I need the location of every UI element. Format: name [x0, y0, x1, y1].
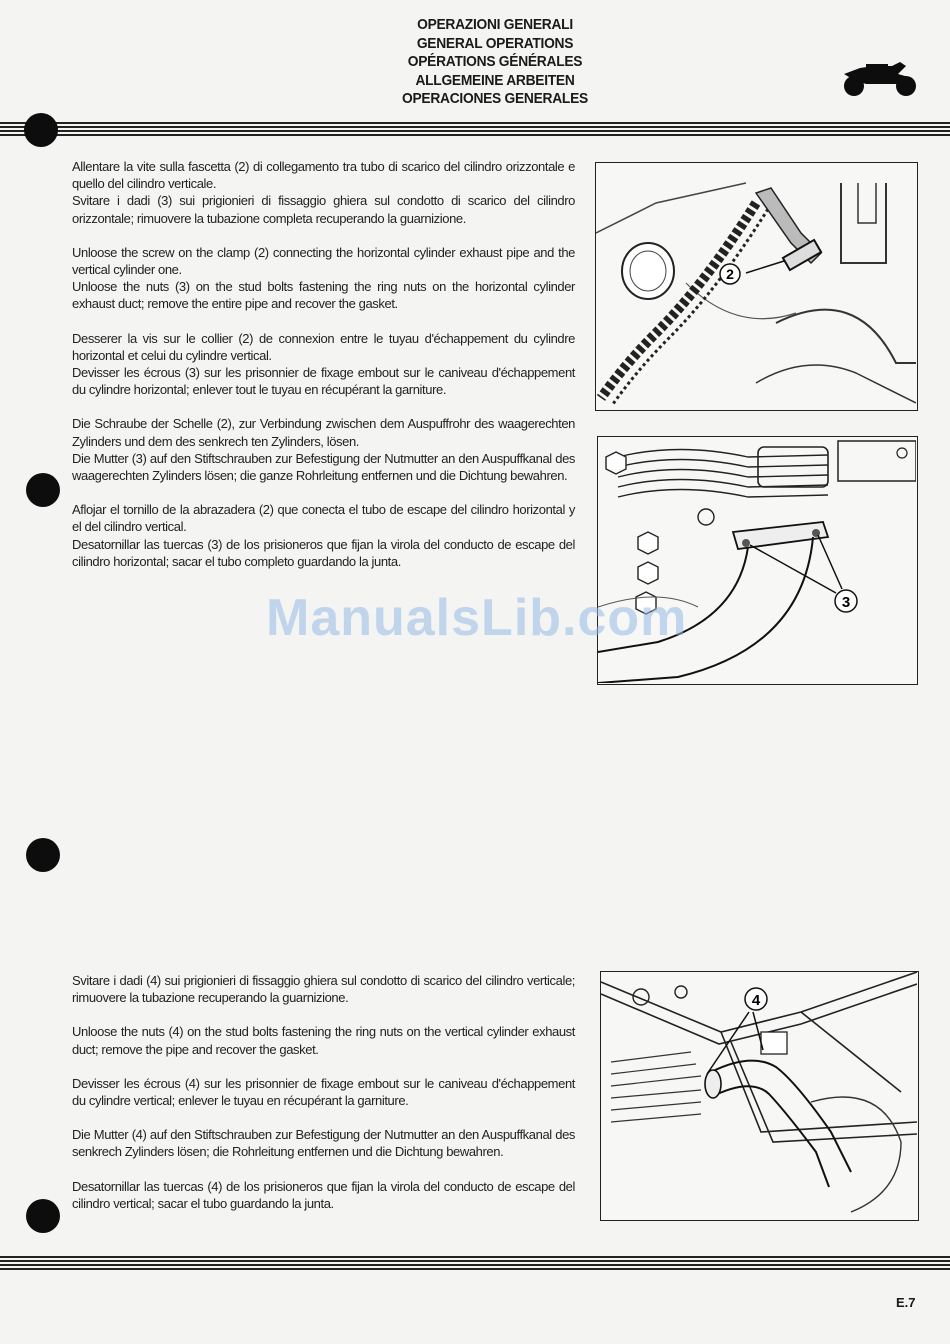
paragraph-en: Unloose the screw on the clamp (2) connecting the horizontal cylinder exhaust pipe and the vertical cylinder one. Unloose the nuts (3) on the stud bolts fastening the ring nuts on the horizontal cylinder exhaust duct; remove the entire pipe and recover the gasket.	[72, 244, 575, 312]
paragraph-fr: Devisser les écrous (4) sur les prisonnier de fixage embout sur le caniveau d'échappement du cylindre vertical; enlever le tuyau en récupérant la garniture.	[72, 1075, 575, 1109]
page-header	[340, 16, 650, 109]
section1-text	[72, 158, 575, 587]
punch-hole	[26, 838, 60, 872]
motorcycle-icon	[840, 60, 920, 100]
bottom-rule	[0, 1256, 950, 1272]
section2-text	[72, 972, 575, 1229]
paragraph-en: Unloose the nuts (4) on the stud bolts fastening the ring nuts on the vertical cylinder exhaust duct; remove the pipe and recover the gasket.	[72, 1024, 575, 1057]
punch-hole	[24, 113, 58, 147]
paragraph-de: Die Schraube der Schelle (2), zur Verbindung zwischen dem Auspuffrohr des waagerechten Zylinders und dem des senkrech ten Zylinders, lösen. Die Mutter (3) auf den Stiftschrauben zur Befestigung der Nutmutter an den Auspuffkanal des waagerechten Zylinders lösen; die ganze Rohrleitung entfernen und die Dichtung bewahren.	[72, 416, 575, 484]
punch-hole	[26, 1199, 60, 1233]
paragraph-es: Aflojar el tornillo de la abrazadera (2) que conecta el tubo de escape del cilindro horizontal y el del cilindro vertical. Desatornillar las tuercas (3) de los prisioneros que fijan la virola del conducto de escape del cilindro horizontal; sacar el tubo completo guardando la junta.	[72, 502, 575, 569]
callout-3: 3	[841, 594, 851, 611]
callout-4: 4	[751, 992, 761, 1009]
header-title-de: ALLGEMEINE ARBEITEN	[415, 71, 575, 89]
watermark: ManualsLib.com	[266, 589, 688, 647]
figure-clamp-illustration	[596, 163, 916, 409]
header-title-en: GENERAL OPERATIONS	[416, 34, 574, 52]
paragraph-de: Die Mutter (4) auf den Stiftschrauben zur Befestigung der Nutmutter an den Auspuffkanal des senkrech Zylinders lösen; die Rohrleitung entfernen und die Dichtung bewahren.	[72, 1127, 575, 1160]
paragraph-it: Allentare la vite sulla fascetta (2) di collegamento tra tubo di scarico del cilindro orizzontale e quello del cilindro verticale. Svitare i dadi (3) sui prigionieri di fissaggio ghiera sul condotto di scarico del cilindro orizzontale; rimuovere la tubazione completa recuperando la guarnizione.	[72, 159, 575, 226]
header-title-es: OPERACIONES GENERALES	[402, 90, 588, 107]
punch-hole	[26, 473, 60, 507]
page-number: E.7	[896, 1295, 916, 1310]
figure-vertical-exhaust-illustration	[601, 972, 917, 1219]
paragraph-es: Desatornillar las tuercas (4) de los prisioneros que fijan la virola del conducto de escape del cilindro vertical; sacar el tubo guardando la junta.	[72, 1178, 575, 1211]
figure-clamp	[595, 162, 918, 411]
paragraph-fr: Desserer la vis sur le collier (2) de connexion entre le tuyau d'échappement du cylindre horizontal et celui du cylindre vertical. Devisser les écrous (3) sur les prisonnier de fixage embout sur le caniveau d'échappement du cylindre horizontal; enlever tout le tuyau en récupérant la garniture.	[72, 330, 575, 398]
figure-vertical-exhaust	[600, 971, 919, 1221]
paragraph-it: Svitare i dadi (4) sui prigionieri di fissaggio ghiera sul condotto di scarico del cilindro verticale; rimuovere la tubazione recuperando la guarnizione.	[72, 973, 575, 1006]
top-rule	[0, 122, 950, 138]
callout-2: 2	[726, 266, 734, 282]
header-title-it: OPERAZIONI GENERALI	[417, 16, 573, 33]
header-title-fr: OPÉRATIONS GÉNÉRALES	[407, 53, 583, 70]
